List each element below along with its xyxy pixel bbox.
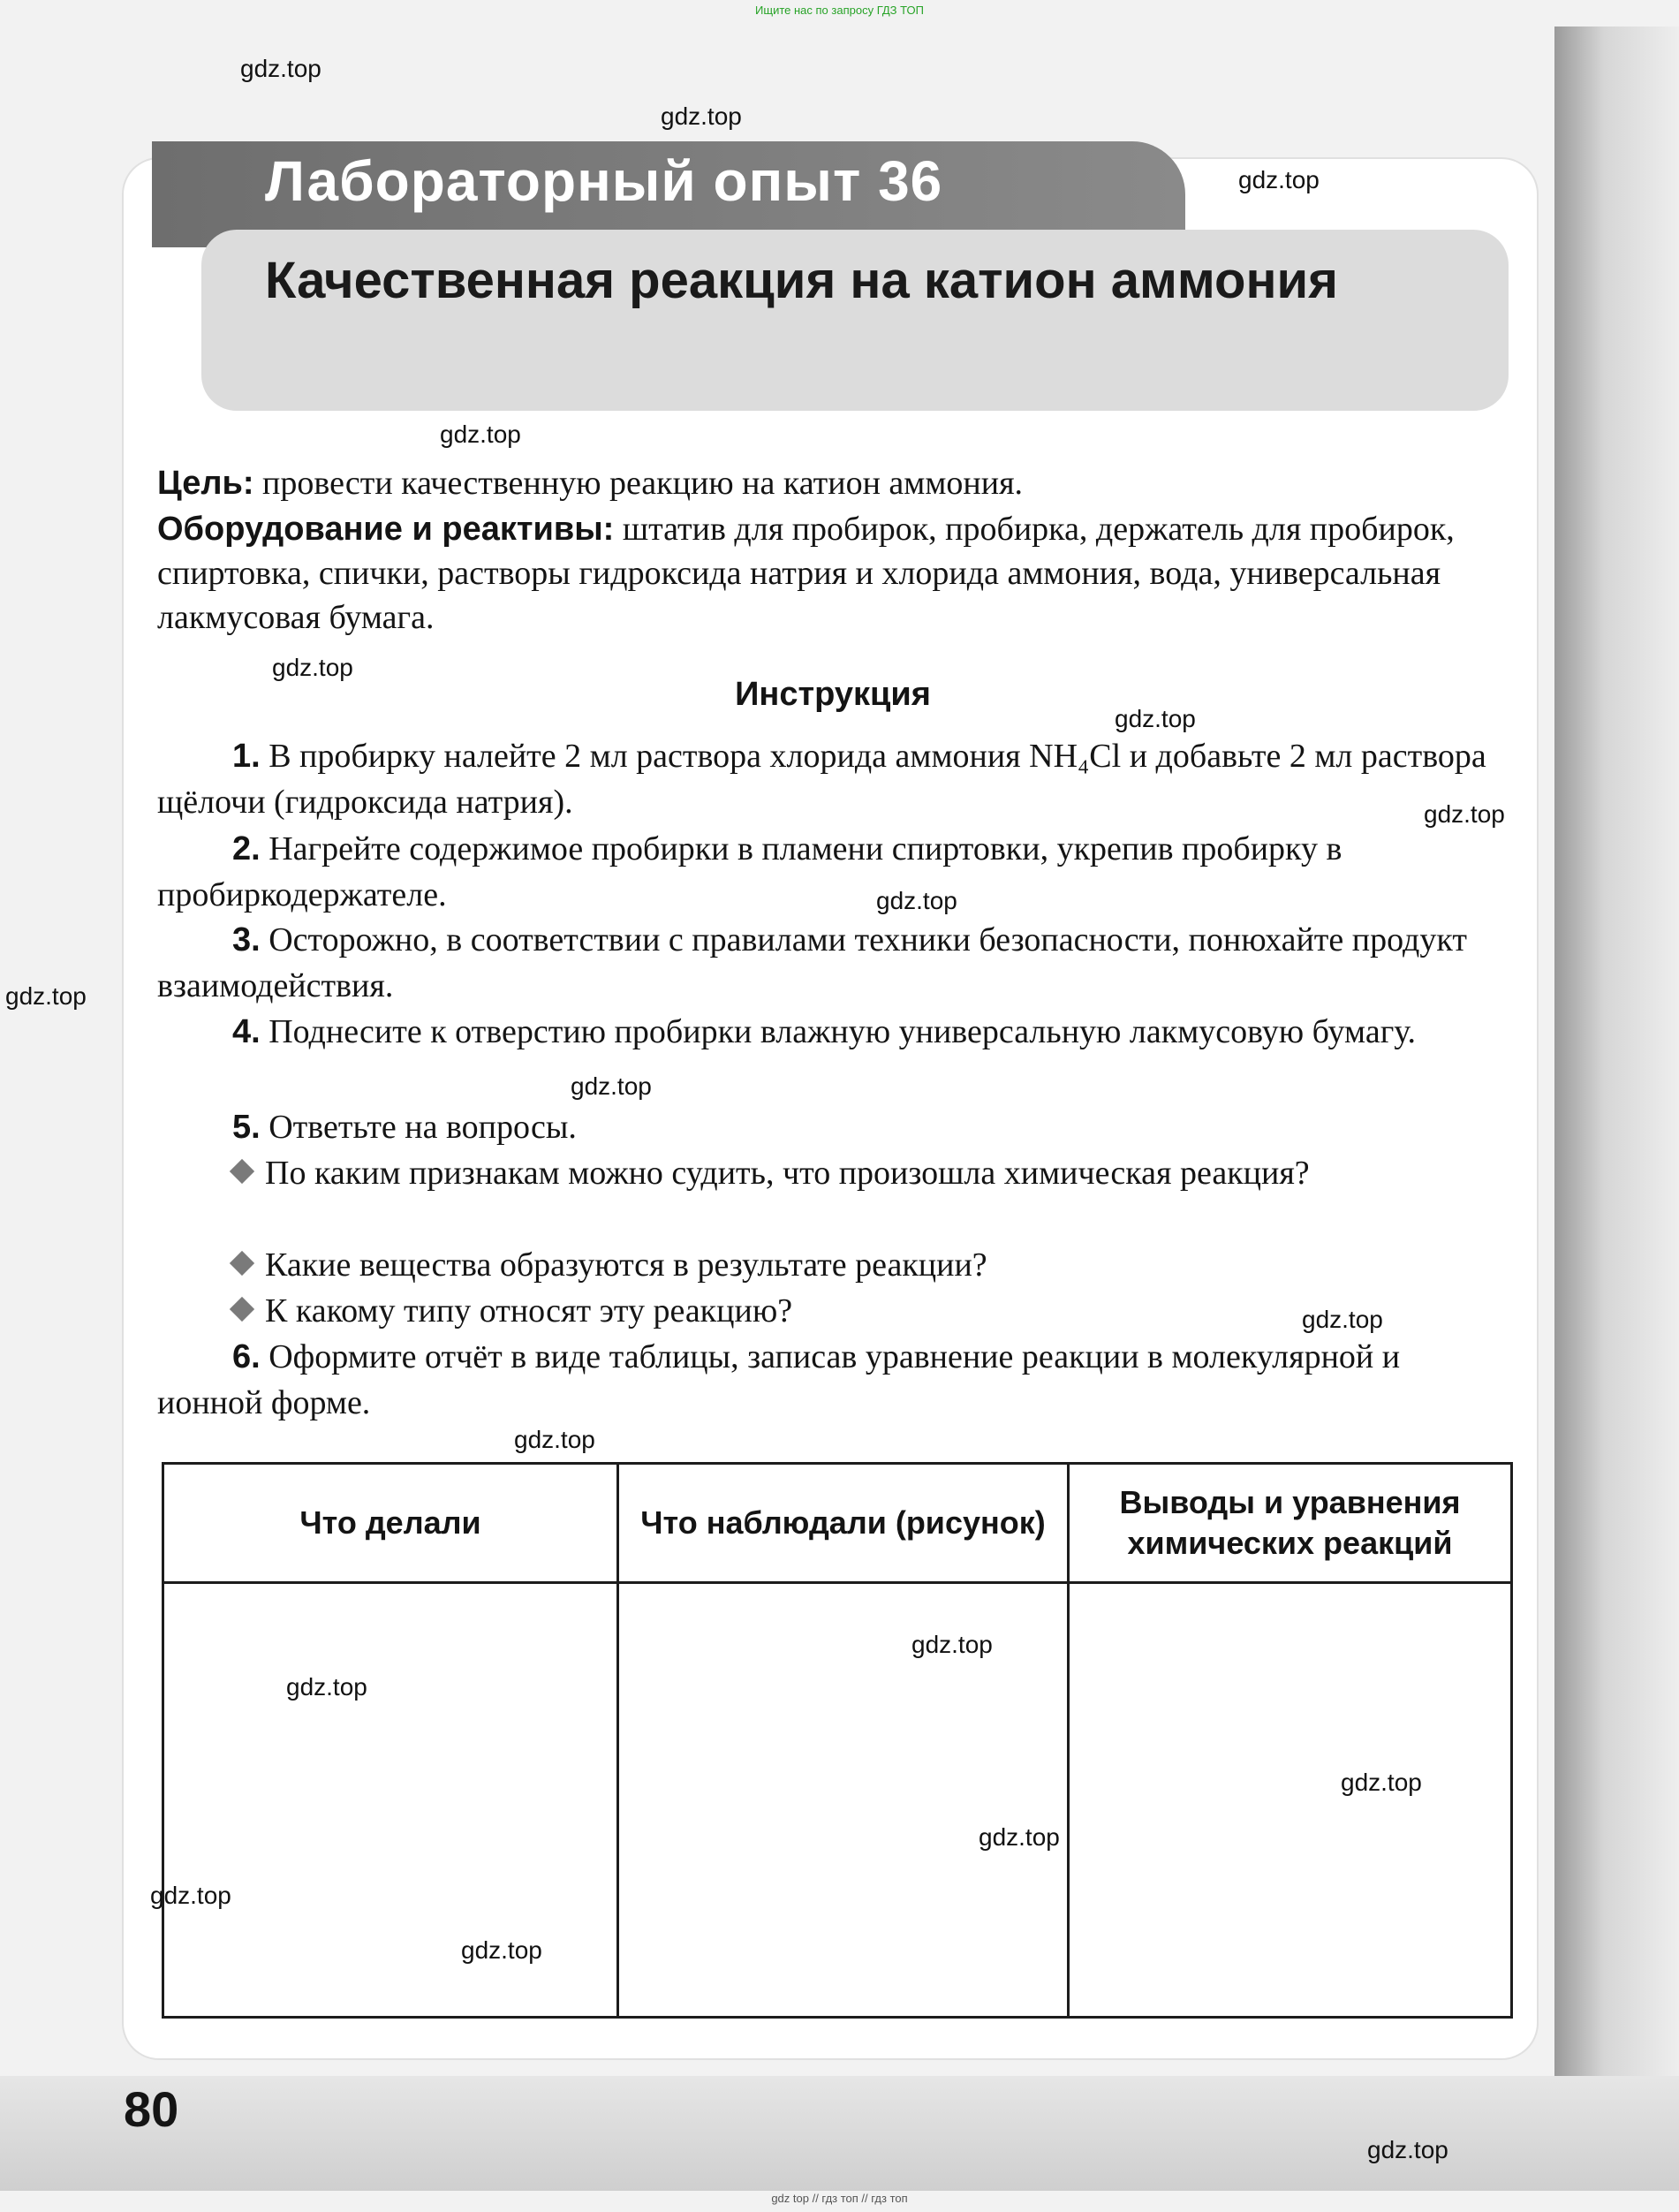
step-text: Осторожно, в соответствии с правилами техники безопасности, понюхайте продукт взаимодействия. (157, 921, 1467, 1004)
table-header-row (163, 1464, 1512, 1583)
step-1 (157, 733, 1509, 825)
step-6 (157, 1334, 1509, 1426)
step-number: 2. (232, 830, 261, 867)
step-text: Нагрейте содержимое пробирки в пламени спиртовки, укрепив пробирку в пробиркодержателе. (157, 830, 1342, 913)
watermark: gdz.top (1238, 166, 1320, 193)
topic-title: Качественная реакция на катион аммония (265, 252, 1338, 309)
question-text: Какие вещества образуются в результате реакции? (265, 1246, 987, 1284)
goal-text: провести качественную реакцию на катион аммония. (253, 465, 1024, 502)
step-4 (157, 1009, 1509, 1055)
step-number: 5. (232, 1109, 261, 1146)
lab-title: Лабораторный опыт 36 (265, 149, 943, 213)
question-1 (157, 1150, 1509, 1196)
table-row (163, 1583, 1512, 2018)
watermark: gdz.top (1341, 1769, 1422, 1796)
step-number: 4. (232, 1013, 261, 1050)
question-2 (157, 1242, 1509, 1288)
page-number: 80 (124, 2081, 179, 2137)
instruction-heading: Инструкция (735, 676, 931, 713)
column-header: Что делали (163, 1464, 618, 1583)
column-header: Выводы и уравнения химических реакций (1069, 1464, 1512, 1583)
step-3 (157, 917, 1509, 1009)
step-text: Поднесите к отверстию пробирки влажную универсальную лакмусовую бумагу. (260, 1013, 1416, 1050)
question-text: По каким признакам можно судить, что произошла химическая реакция? (265, 1155, 1310, 1192)
watermark: gdz.top (1367, 2136, 1448, 2163)
bottom-banner: gdz top // гдз топ // гдз топ (771, 2192, 908, 2205)
column-header: Что наблюдали (рисунок) (618, 1464, 1069, 1583)
step-number: 6. (232, 1338, 261, 1375)
step-text: Оформите отчёт в виде таблицы, записав уравнение реакции в молекулярной и ионной форме. (157, 1338, 1401, 1421)
book-spine (1554, 27, 1679, 2191)
watermark: gdz.top (571, 1072, 652, 1100)
equipment-paragraph (157, 507, 1509, 640)
page-shadow (0, 2076, 1679, 2191)
watermark: gdz.top (240, 55, 321, 82)
diamond-bullet-icon (230, 1159, 254, 1184)
watermark: gdz.top (1115, 705, 1196, 732)
step-text: В пробирку налейте 2 мл раствора хлорида аммония NH₄Cl и добавьте 2 мл раствора щёлочи (гидроксида натрия). (157, 738, 1486, 821)
watermark: gdz.top (514, 1426, 595, 1453)
step-2 (157, 826, 1509, 918)
step-text: Ответьте на вопросы. (260, 1109, 577, 1146)
watermark: gdz.top (979, 1823, 1060, 1851)
watermark: gdz.top (150, 1882, 231, 1909)
diamond-bullet-icon (230, 1297, 254, 1322)
watermark: gdz.top (1424, 800, 1505, 828)
watermark: gdz.top (440, 420, 521, 448)
watermark: gdz.top (911, 1631, 993, 1658)
table-cell-actions[interactable] (163, 1583, 618, 2018)
watermark: gdz.top (286, 1673, 367, 1701)
goal-paragraph (157, 461, 1509, 505)
table-cell-observations[interactable] (618, 1583, 1069, 2018)
watermark: gdz.top (661, 102, 742, 130)
question-text: К какому типу относят эту реакцию? (265, 1292, 793, 1329)
step-5 (157, 1104, 1509, 1150)
watermark: gdz.top (5, 982, 87, 1010)
top-banner: Ищите нас по запросу ГДЗ ТОП (755, 4, 924, 17)
goal-label: Цель: (157, 465, 254, 502)
equipment-text: штатив для пробирок, пробирка, держатель для пробирок, спиртовка, спички, растворы гидроксида натрия и хлорида аммония, вода, универсальная лакмусовая бумага. (157, 511, 1455, 636)
step-number: 1. (232, 738, 261, 775)
step-number: 3. (232, 921, 261, 958)
diamond-bullet-icon (230, 1251, 254, 1276)
watermark: gdz.top (461, 1936, 542, 1964)
table-cell-conclusions[interactable] (1069, 1583, 1512, 2018)
watermark: gdz.top (272, 654, 353, 681)
report-table (162, 1462, 1513, 2019)
equipment-label: Оборудование и реактивы: (157, 511, 615, 548)
watermark: gdz.top (1302, 1306, 1383, 1333)
watermark: gdz.top (876, 887, 957, 914)
